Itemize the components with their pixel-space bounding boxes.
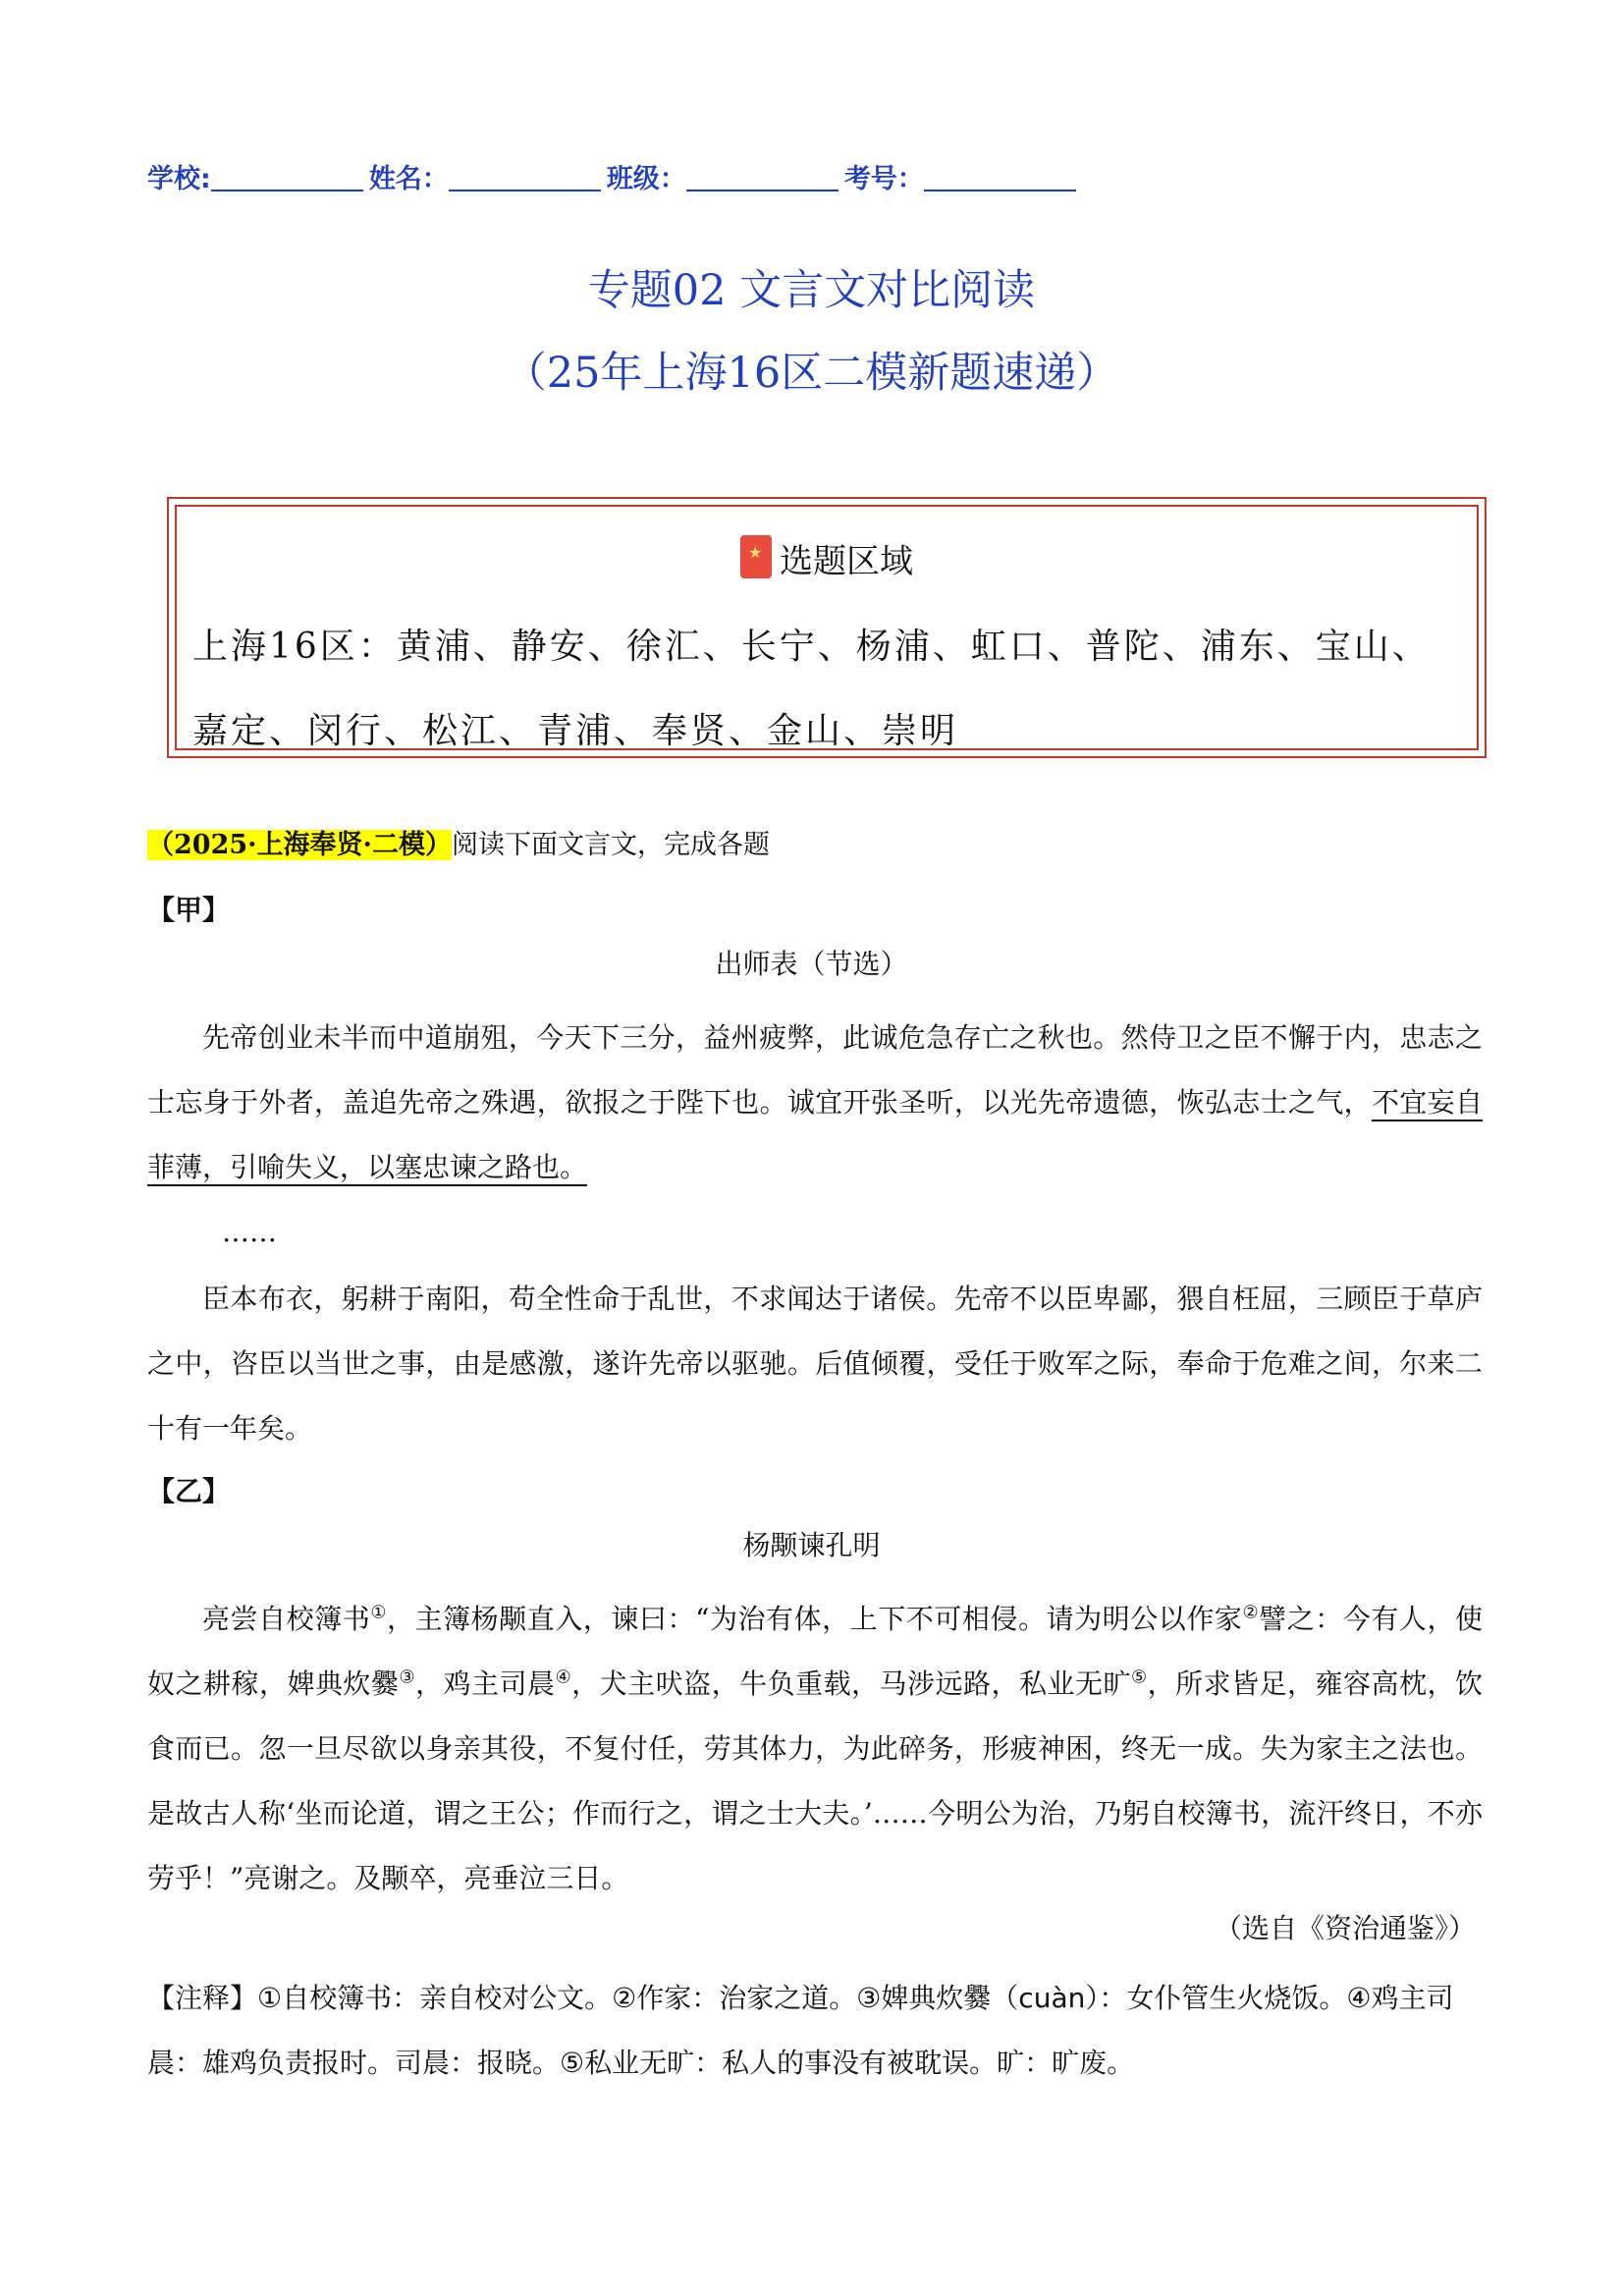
passage-b-seg: ，犬主吠盗，牛负重载，马涉远路，私业无旷: [571, 1667, 1131, 1700]
ellipsis: ……: [222, 1216, 277, 1248]
name-field[interactable]: [449, 164, 601, 191]
passage-b-seg: ，鸡主司晨: [415, 1667, 556, 1700]
class-label: 班级：: [606, 164, 686, 194]
page-title: 专题02 文言文对比阅读: [587, 266, 1036, 315]
note-ref: ①: [370, 1602, 388, 1623]
book-icon: [740, 535, 772, 578]
note-ref: ③: [399, 1667, 416, 1688]
passage-a-title: 出师表（节选）: [715, 948, 908, 980]
school-label: 学校:: [147, 164, 211, 194]
annotations: 【注释】①自校簿书：亲自校对公文。②作家：治家之道。③婢典炊爨（cuàn）：女仆管生火烧饭。④鸡主司晨：雄鸡负责报时。司晨：报晓。⑤私业无旷：私人的事没有被耽误。旷：旷废。: [147, 1982, 1454, 2079]
note-ref: ⑤: [1130, 1667, 1148, 1688]
passage-b-seg: ，主簿杨颙直入，谏曰：“为治有体，上下不可相侵。请为明公以作家: [387, 1603, 1243, 1635]
passage-a-para1-text: 先帝创业未半而中道崩殂，今天下三分，益州疲弊，此诚危急存亡之秋也。然侍卫之臣不懈于内，忠志之士忘身于外者，盖追先帝之殊遇，欲报之于陛下也。诚宜开张圣听，以光先帝遗德，恢弘志士之气，: [147, 1021, 1483, 1119]
selection-box-heading: [169, 534, 1485, 582]
passage-b-seg: 亮尝自校簿书: [202, 1603, 371, 1635]
name-label: 姓名：: [368, 164, 449, 194]
passage-a-para1: [147, 1006, 1483, 1200]
district-list: 上海16区：黄浦、静安、徐汇、长宁、杨浦、虹口、普陀、浦东、宝山、嘉定、闵行、松江、青浦、奉贤、金山、崇明: [192, 627, 1431, 751]
passage-b-source: （选自《资治通鉴》）: [1214, 1912, 1476, 1944]
passage-b-title: 杨颙谏孔明: [742, 1529, 881, 1561]
instruction: 阅读下面文言文，完成各题: [451, 830, 770, 860]
school-field[interactable]: [211, 164, 363, 191]
class-field[interactable]: [686, 164, 839, 191]
source-tag: （2025·上海奉贤·二模）: [147, 830, 452, 860]
exam-no-label: 考号：: [843, 164, 924, 194]
passage-b-seg: ，所求皆足，雍容高枕，饮食而已。忽一旦尽欲以身亲其役，不复付任，劳其体力，为此碎务，形疲神困，终无一成。失为家主之法也。是故古人称‘坐而论道，谓之王公；作而行之，谓之士大夫。’……今明公为治，乃躬自校簿书，流汗终日，不亦劳乎！”亮谢之。及颙卒，亮垂泣三日。: [147, 1667, 1484, 1894]
page-subtitle: （25年上海16区二模新题速递）: [504, 349, 1119, 398]
passage-a-label: 【甲】: [147, 894, 231, 926]
selection-box: [167, 497, 1487, 758]
note-ref: ②: [1242, 1602, 1260, 1623]
passage-b-label: 【乙】: [147, 1475, 231, 1507]
student-info-header: [147, 157, 1082, 195]
selection-box-heading-text: 选题区域: [780, 542, 913, 581]
note-ref: ④: [555, 1667, 572, 1688]
exam-no-field[interactable]: [924, 164, 1076, 191]
passage-a-para2: 臣本布衣，躬耕于南阳，苟全性命于乱世，不求闻达于诸侯。先帝不以臣卑鄙，猥自枉屈，三顾臣于草庐之中，咨臣以当世之事，由是感激，遂许先帝以驱驰。后值倾覆，受任于败军之际，奉命于危难之间，尔来二十有一年矣。: [147, 1283, 1483, 1445]
question-intro: [147, 813, 1483, 878]
underlined-sentence: 不宜妄自菲薄，引喻失义，以塞忠谏之路也。: [147, 1086, 1483, 1183]
passage-b-seg: 譬之：今有人，使奴之耕稼，婢典炊爨: [147, 1603, 1484, 1700]
passage-b-para: [147, 1587, 1483, 1911]
